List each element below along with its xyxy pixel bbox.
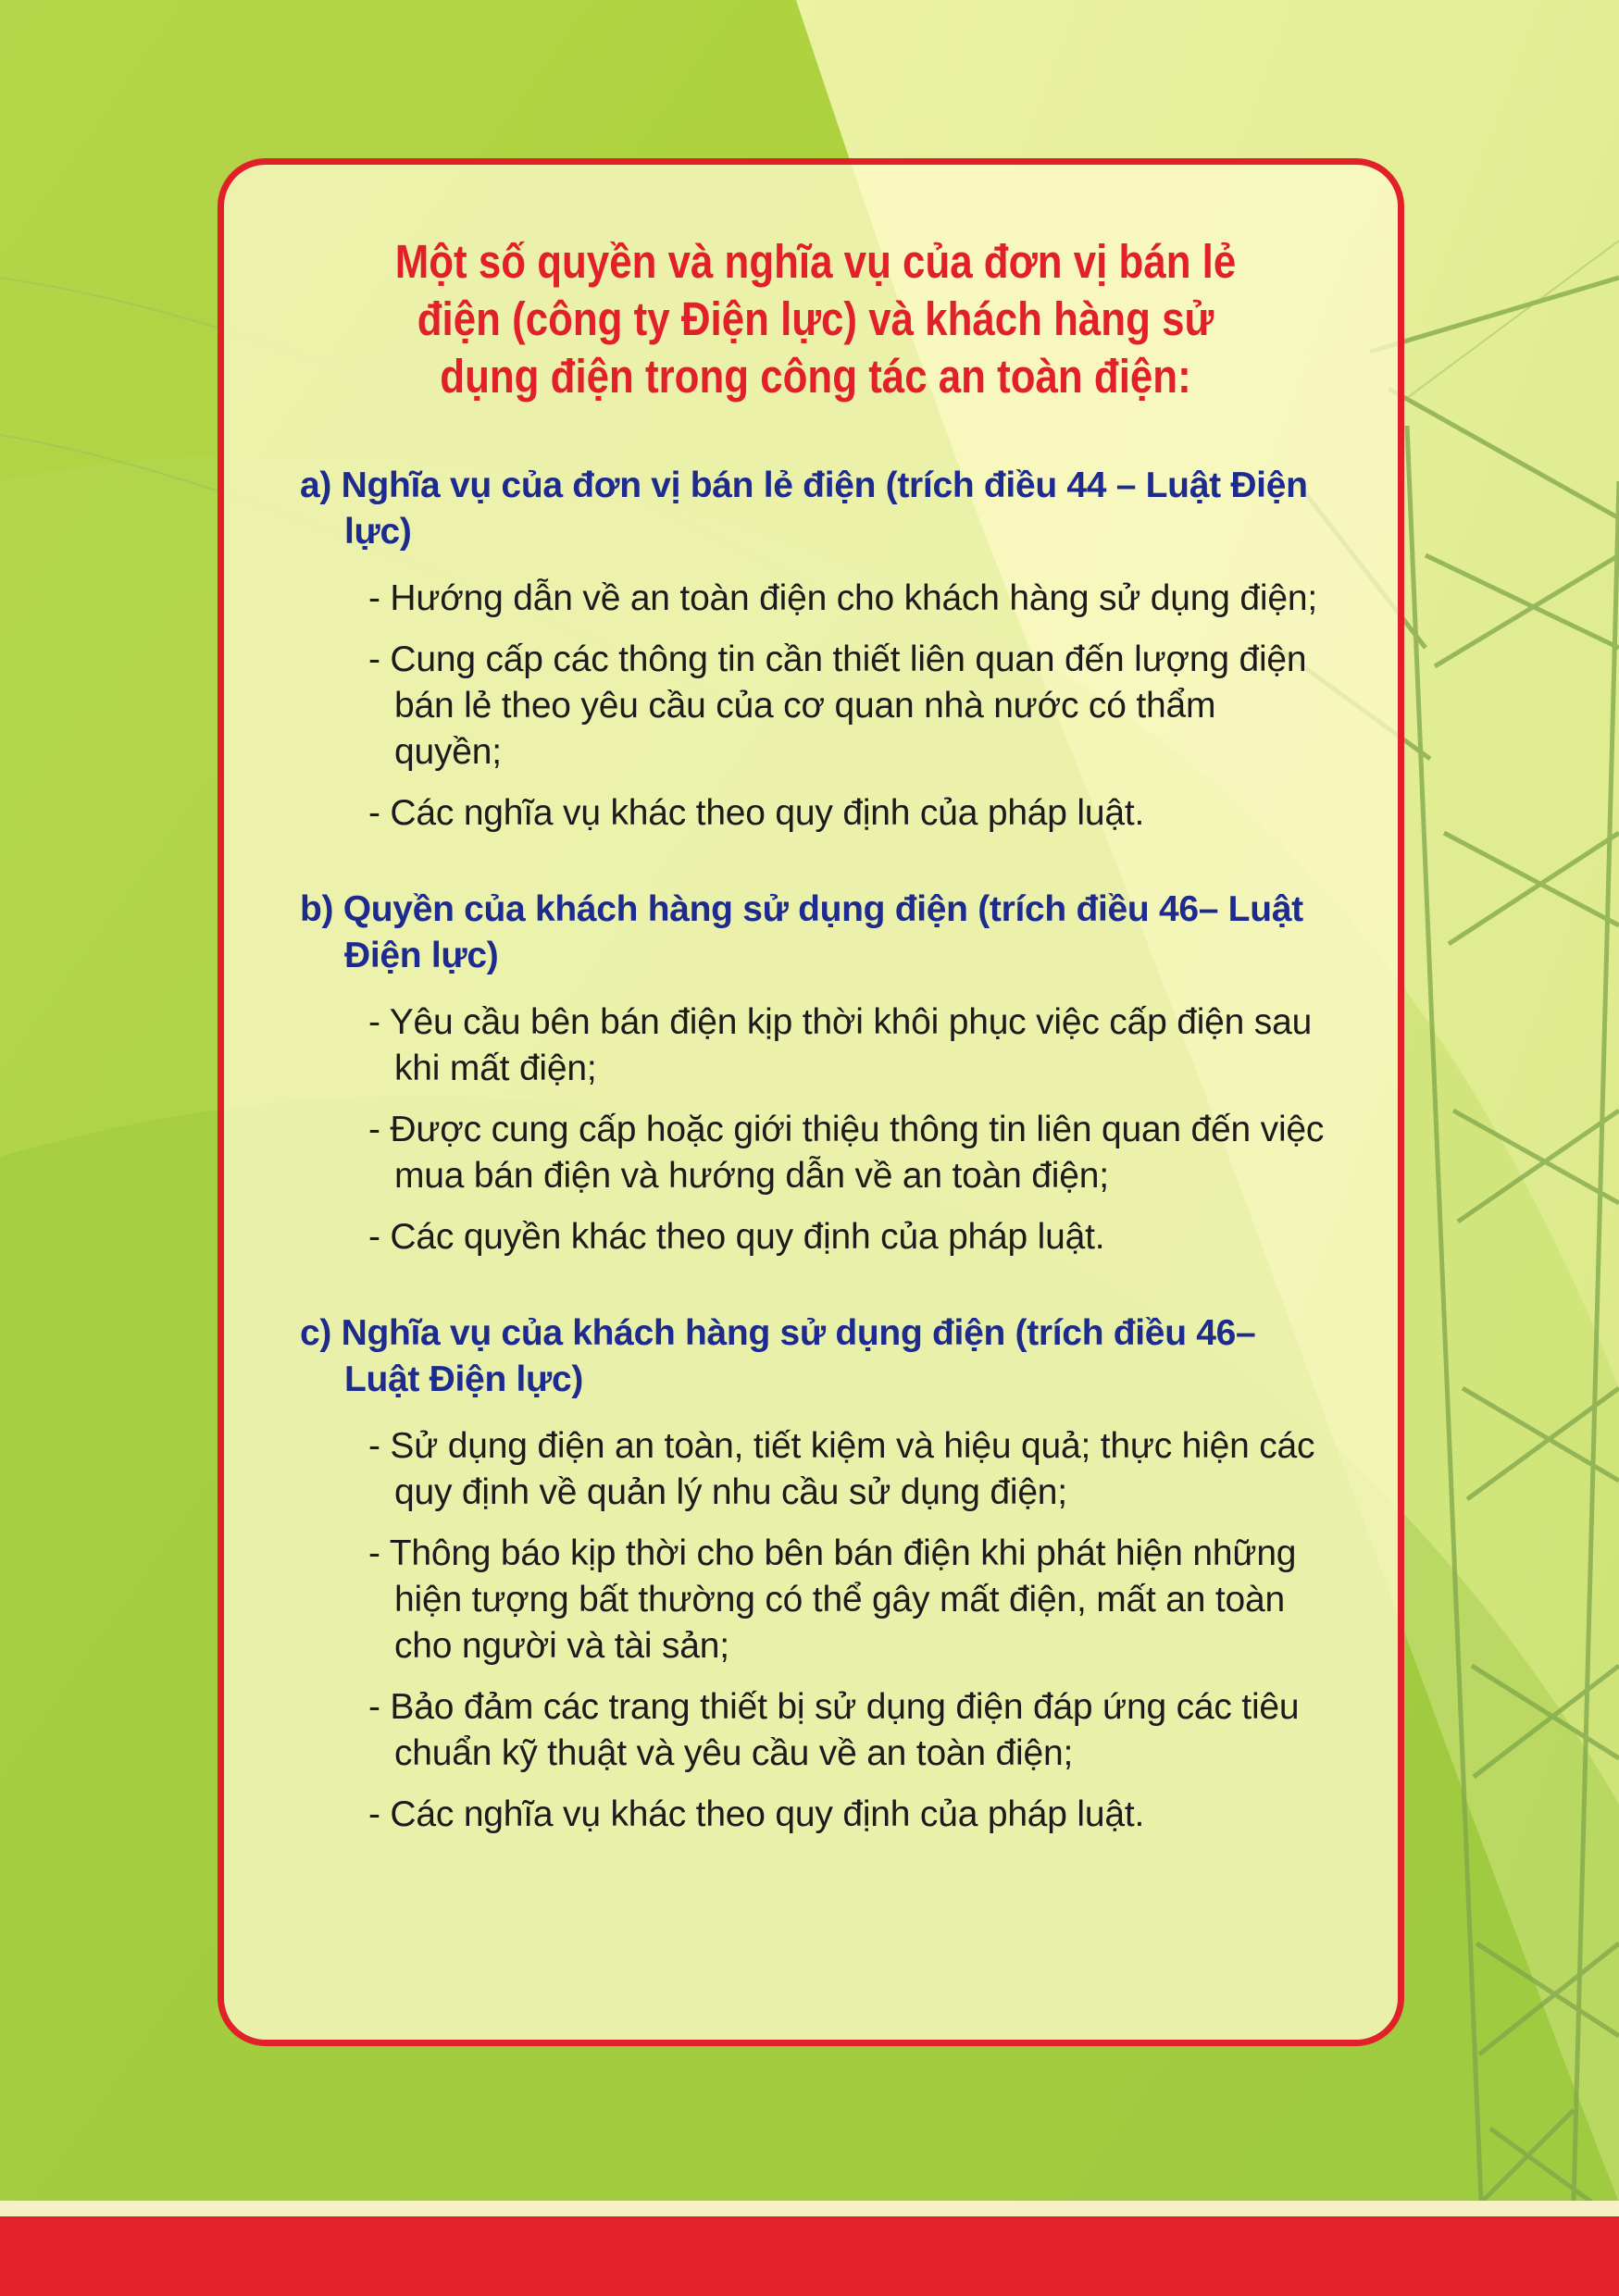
- list-item: - Các quyền khác theo quy định của pháp luật.: [368, 1217, 1105, 1257]
- section-heading-c: c) Nghĩa vụ của khách hàng sử dụng điện (trích điều 46– Luật Điện lực): [300, 1313, 1256, 1399]
- list-item: - Các nghĩa vụ khác theo quy định của pháp luật.: [368, 1794, 1145, 1834]
- section-c-list: [300, 1423, 1331, 1838]
- card-title: Một số quyền và nghĩa vụ của đơn vị bán lẻ điện (công ty Điện lực) và khách hàng sử dụng điện trong công tác an toàn điện:: [394, 235, 1237, 403]
- list-item: - Các nghĩa vụ khác theo quy định của pháp luật.: [368, 793, 1145, 833]
- section-heading-a: a) Nghĩa vụ của đơn vị bán lẻ điện (trích điều 44 – Luật Điện lực): [300, 465, 1308, 552]
- list-item: - Thông báo kịp thời cho bên bán điện khi phát hiện những hiện tượng bất thường có thể gây mất điện, mất an toàn cho người và tài sản;: [368, 1533, 1297, 1666]
- section-b-list: [300, 999, 1331, 1260]
- list-item: - Sử dụng điện an toàn, tiết kiệm và hiệu quả; thực hiện các quy định về quản lý nhu cầu sử dụng điện;: [368, 1426, 1315, 1512]
- list-item: - Cung cấp các thông tin cần thiết liên quan đến lượng điện bán lẻ theo yêu cầu của cơ quan nhà nước có thẩm quyền;: [368, 639, 1307, 772]
- section-heading-b: b) Quyền của khách hàng sử dụng điện (trích điều 46– Luật Điện lực): [300, 889, 1303, 975]
- list-item: - Hướng dẫn về an toàn điện cho khách hàng sử dụng điện;: [368, 578, 1317, 618]
- bottom-red-band: [0, 2216, 1619, 2296]
- info-card: [218, 158, 1404, 2046]
- list-item: - Yêu cầu bên bán điện kịp thời khôi phục việc cấp điện sau khi mất điện;: [368, 1002, 1313, 1088]
- list-item: - Bảo đảm các trang thiết bị sử dụng điện đáp ứng các tiêu chuẩn kỹ thuật và yêu cầu về an toàn điện;: [368, 1687, 1300, 1773]
- bottom-divider-strip: [0, 2201, 1619, 2216]
- section-a-list: [300, 576, 1331, 837]
- list-item: - Được cung cấp hoặc giới thiệu thông tin liên quan đến việc mua bán điện và hướng dẫn về an toàn điện;: [368, 1110, 1325, 1196]
